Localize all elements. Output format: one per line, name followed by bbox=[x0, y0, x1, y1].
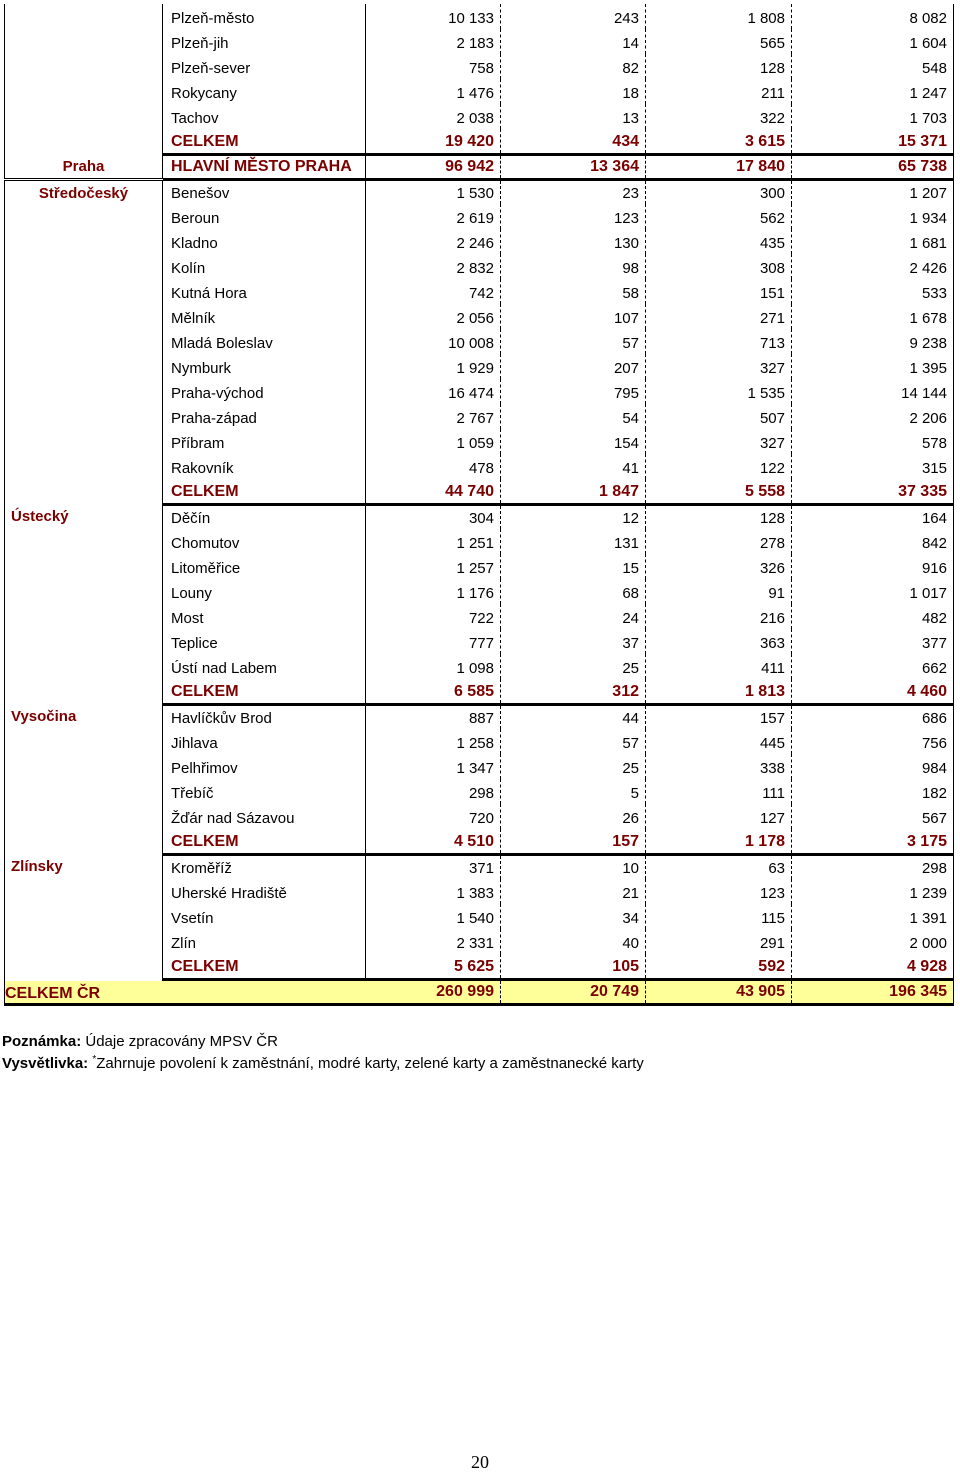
district-name: Beroun bbox=[163, 204, 366, 229]
district-name: Teplice bbox=[163, 629, 366, 654]
district-value-col4: 164 bbox=[792, 504, 954, 529]
district-value-col1: 1 383 bbox=[366, 879, 501, 904]
district-value-col1: 2 832 bbox=[366, 254, 501, 279]
district-value-col4: 377 bbox=[792, 629, 954, 654]
district-value-col2: 154 bbox=[501, 429, 646, 454]
summary-label: CELKEM bbox=[163, 129, 366, 154]
district-value-col4: 1 395 bbox=[792, 354, 954, 379]
region-label bbox=[5, 4, 163, 154]
summary-value-col3: 1 813 bbox=[646, 679, 792, 704]
district-value-col4: 686 bbox=[792, 704, 954, 729]
district-value-col1: 1 098 bbox=[366, 654, 501, 679]
district-name: Plzeň-město bbox=[163, 4, 366, 29]
district-value-col1: 720 bbox=[366, 804, 501, 829]
district-value-col2: 44 bbox=[501, 704, 646, 729]
district-value-col2: 54 bbox=[501, 404, 646, 429]
district-value-col4: 842 bbox=[792, 529, 954, 554]
district-value-col4: 1 017 bbox=[792, 579, 954, 604]
summary-label: HLAVNÍ MĚSTO PRAHA bbox=[163, 154, 366, 179]
summary-value-col2: 157 bbox=[501, 829, 646, 854]
district-value-col3: 327 bbox=[646, 429, 792, 454]
district-value-col2: 58 bbox=[501, 279, 646, 304]
page-number: 20 bbox=[471, 1452, 489, 1472]
district-value-col4: 9 238 bbox=[792, 329, 954, 354]
district-value-col4: 2 000 bbox=[792, 929, 954, 954]
district-value-col4: 1 681 bbox=[792, 229, 954, 254]
district-value-col3: 363 bbox=[646, 629, 792, 654]
district-value-col1: 758 bbox=[366, 54, 501, 79]
table-row bbox=[5, 854, 954, 879]
district-value-col4: 2 206 bbox=[792, 404, 954, 429]
district-value-col1: 887 bbox=[366, 704, 501, 729]
district-value-col3: 322 bbox=[646, 104, 792, 129]
district-value-col1: 2 331 bbox=[366, 929, 501, 954]
district-value-col3: 291 bbox=[646, 929, 792, 954]
district-value-col1: 10 008 bbox=[366, 329, 501, 354]
district-value-col2: 82 bbox=[501, 54, 646, 79]
district-value-col2: 34 bbox=[501, 904, 646, 929]
summary-value-col4: 65 738 bbox=[792, 154, 954, 179]
district-value-col2: 40 bbox=[501, 929, 646, 954]
summary-label: CELKEM bbox=[163, 679, 366, 704]
district-value-col2: 131 bbox=[501, 529, 646, 554]
district-value-col1: 1 059 bbox=[366, 429, 501, 454]
asterisk-mark: * bbox=[92, 1054, 97, 1065]
district-value-col4: 1 604 bbox=[792, 29, 954, 54]
district-name: Třebíč bbox=[163, 779, 366, 804]
summary-value-col4: 3 175 bbox=[792, 829, 954, 854]
total-value-col3: 43 905 bbox=[646, 979, 792, 1004]
summary-value-col1: 6 585 bbox=[366, 679, 501, 704]
district-value-col4: 1 391 bbox=[792, 904, 954, 929]
district-value-col4: 548 bbox=[792, 54, 954, 79]
district-value-col2: 10 bbox=[501, 854, 646, 879]
district-value-col1: 304 bbox=[366, 504, 501, 529]
district-name: Kutná Hora bbox=[163, 279, 366, 304]
district-value-col1: 2 038 bbox=[366, 104, 501, 129]
summary-value-col3: 1 178 bbox=[646, 829, 792, 854]
district-value-col4: 533 bbox=[792, 279, 954, 304]
district-value-col1: 742 bbox=[366, 279, 501, 304]
region-label: Středočeský bbox=[5, 179, 163, 504]
district-value-col2: 243 bbox=[501, 4, 646, 29]
district-value-col1: 2 056 bbox=[366, 304, 501, 329]
total-value-col1: 260 999 bbox=[366, 979, 501, 1004]
explanation-line bbox=[2, 1053, 644, 1075]
district-value-col3: 1 535 bbox=[646, 379, 792, 404]
district-value-col3: 1 808 bbox=[646, 4, 792, 29]
district-value-col2: 21 bbox=[501, 879, 646, 904]
total-value-col2: 20 749 bbox=[501, 979, 646, 1004]
district-value-col1: 2 183 bbox=[366, 29, 501, 54]
summary-label: CELKEM bbox=[163, 829, 366, 854]
district-value-col2: 107 bbox=[501, 304, 646, 329]
district-name: Benešov bbox=[163, 179, 366, 204]
district-value-col2: 24 bbox=[501, 604, 646, 629]
district-value-col2: 207 bbox=[501, 354, 646, 379]
district-value-col1: 1 257 bbox=[366, 554, 501, 579]
district-value-col4: 2 426 bbox=[792, 254, 954, 279]
summary-value-col1: 96 942 bbox=[366, 154, 501, 179]
district-value-col3: 115 bbox=[646, 904, 792, 929]
district-value-col3: 507 bbox=[646, 404, 792, 429]
region-label: Zlínsky bbox=[5, 854, 163, 979]
district-name: Ústí nad Labem bbox=[163, 654, 366, 679]
district-value-col3: 411 bbox=[646, 654, 792, 679]
summary-value-col1: 4 510 bbox=[366, 829, 501, 854]
district-value-col3: 278 bbox=[646, 529, 792, 554]
employment-permits-table bbox=[4, 4, 954, 1006]
district-name: Louny bbox=[163, 579, 366, 604]
summary-value-col4: 37 335 bbox=[792, 479, 954, 504]
district-name: Rakovník bbox=[163, 454, 366, 479]
district-name: Kladno bbox=[163, 229, 366, 254]
summary-value-col3: 5 558 bbox=[646, 479, 792, 504]
district-value-col3: 123 bbox=[646, 879, 792, 904]
district-value-col1: 2 246 bbox=[366, 229, 501, 254]
district-value-col2: 57 bbox=[501, 729, 646, 754]
district-value-col4: 1 207 bbox=[792, 179, 954, 204]
district-value-col1: 16 474 bbox=[366, 379, 501, 404]
district-name: Pelhřimov bbox=[163, 754, 366, 779]
district-value-col2: 18 bbox=[501, 79, 646, 104]
table-body bbox=[5, 4, 954, 1004]
district-value-col2: 130 bbox=[501, 229, 646, 254]
district-value-col3: 128 bbox=[646, 54, 792, 79]
district-value-col4: 567 bbox=[792, 804, 954, 829]
district-value-col4: 1 239 bbox=[792, 879, 954, 904]
table-row bbox=[5, 179, 954, 204]
district-value-col4: 14 144 bbox=[792, 379, 954, 404]
district-value-col1: 1 540 bbox=[366, 904, 501, 929]
district-name: Děčín bbox=[163, 504, 366, 529]
district-value-col3: 338 bbox=[646, 754, 792, 779]
district-value-col3: 128 bbox=[646, 504, 792, 529]
district-value-col1: 1 929 bbox=[366, 354, 501, 379]
district-name: Plzeň-sever bbox=[163, 54, 366, 79]
district-value-col3: 271 bbox=[646, 304, 792, 329]
district-value-col3: 445 bbox=[646, 729, 792, 754]
notes bbox=[2, 1031, 644, 1075]
summary-value-col2: 105 bbox=[501, 954, 646, 979]
region-label: Ústecký bbox=[5, 504, 163, 704]
district-value-col3: 91 bbox=[646, 579, 792, 604]
district-name: Praha-západ bbox=[163, 404, 366, 429]
district-value-col2: 57 bbox=[501, 329, 646, 354]
district-name: Most bbox=[163, 604, 366, 629]
summary-label: CELKEM bbox=[163, 479, 366, 504]
district-value-col4: 662 bbox=[792, 654, 954, 679]
district-value-col1: 2 619 bbox=[366, 204, 501, 229]
district-name: Tachov bbox=[163, 104, 366, 129]
district-name: Mělník bbox=[163, 304, 366, 329]
district-name: Havlíčkův Brod bbox=[163, 704, 366, 729]
district-value-col3: 216 bbox=[646, 604, 792, 629]
district-value-col3: 111 bbox=[646, 779, 792, 804]
district-value-col4: 578 bbox=[792, 429, 954, 454]
district-name: Příbram bbox=[163, 429, 366, 454]
district-value-col1: 371 bbox=[366, 854, 501, 879]
district-name: Vsetín bbox=[163, 904, 366, 929]
district-value-col2: 37 bbox=[501, 629, 646, 654]
district-value-col3: 151 bbox=[646, 279, 792, 304]
district-value-col1: 1 476 bbox=[366, 79, 501, 104]
district-value-col4: 1 703 bbox=[792, 104, 954, 129]
summary-value-col2: 13 364 bbox=[501, 154, 646, 179]
district-value-col3: 308 bbox=[646, 254, 792, 279]
district-value-col3: 211 bbox=[646, 79, 792, 104]
grand-total-label: CELKEM ČR bbox=[5, 979, 366, 1004]
summary-label: CELKEM bbox=[163, 954, 366, 979]
district-name: Zlín bbox=[163, 929, 366, 954]
table-row bbox=[5, 504, 954, 529]
summary-row bbox=[5, 154, 954, 179]
district-value-col1: 1 176 bbox=[366, 579, 501, 604]
district-value-col1: 1 251 bbox=[366, 529, 501, 554]
district-value-col3: 327 bbox=[646, 354, 792, 379]
district-name: Nymburk bbox=[163, 354, 366, 379]
district-value-col1: 1 347 bbox=[366, 754, 501, 779]
district-value-col3: 562 bbox=[646, 204, 792, 229]
note-label: Poznámka: bbox=[2, 1033, 82, 1050]
summary-value-col3: 3 615 bbox=[646, 129, 792, 154]
district-value-col2: 25 bbox=[501, 754, 646, 779]
summary-value-col4: 15 371 bbox=[792, 129, 954, 154]
district-value-col4: 984 bbox=[792, 754, 954, 779]
district-value-col1: 722 bbox=[366, 604, 501, 629]
summary-value-col4: 4 460 bbox=[792, 679, 954, 704]
total-value-col4: 196 345 bbox=[792, 979, 954, 1004]
district-value-col4: 1 934 bbox=[792, 204, 954, 229]
note-text: Údaje zpracovány MPSV ČR bbox=[85, 1033, 278, 1050]
district-value-col4: 8 082 bbox=[792, 4, 954, 29]
summary-value-col4: 4 928 bbox=[792, 954, 954, 979]
district-value-col3: 127 bbox=[646, 804, 792, 829]
district-value-col3: 63 bbox=[646, 854, 792, 879]
district-name: Uherské Hradiště bbox=[163, 879, 366, 904]
table-row bbox=[5, 4, 954, 29]
district-name: Rokycany bbox=[163, 79, 366, 104]
district-value-col2: 23 bbox=[501, 179, 646, 204]
district-value-col3: 565 bbox=[646, 29, 792, 54]
explanation-text: Zahrnuje povolení k zaměstnání, modré karty, zelené karty a zaměstnanecké karty bbox=[96, 1055, 644, 1072]
district-value-col4: 1 678 bbox=[792, 304, 954, 329]
district-name: Kolín bbox=[163, 254, 366, 279]
district-value-col4: 298 bbox=[792, 854, 954, 879]
table-row bbox=[5, 704, 954, 729]
region-label: Vysočina bbox=[5, 704, 163, 854]
district-name: Jihlava bbox=[163, 729, 366, 754]
grand-total-row bbox=[5, 979, 954, 1004]
district-value-col1: 298 bbox=[366, 779, 501, 804]
region-label: Praha bbox=[5, 154, 163, 179]
district-value-col1: 1 258 bbox=[366, 729, 501, 754]
district-value-col2: 14 bbox=[501, 29, 646, 54]
district-value-col1: 1 530 bbox=[366, 179, 501, 204]
summary-value-col3: 592 bbox=[646, 954, 792, 979]
summary-value-col2: 434 bbox=[501, 129, 646, 154]
summary-value-col1: 19 420 bbox=[366, 129, 501, 154]
district-value-col4: 182 bbox=[792, 779, 954, 804]
district-value-col2: 5 bbox=[501, 779, 646, 804]
district-value-col4: 916 bbox=[792, 554, 954, 579]
district-name: Litoměřice bbox=[163, 554, 366, 579]
district-value-col3: 300 bbox=[646, 179, 792, 204]
district-value-col3: 435 bbox=[646, 229, 792, 254]
district-value-col1: 777 bbox=[366, 629, 501, 654]
district-value-col2: 795 bbox=[501, 379, 646, 404]
district-value-col2: 15 bbox=[501, 554, 646, 579]
district-value-col3: 713 bbox=[646, 329, 792, 354]
district-name: Praha-východ bbox=[163, 379, 366, 404]
district-value-col2: 13 bbox=[501, 104, 646, 129]
district-value-col3: 122 bbox=[646, 454, 792, 479]
district-value-col4: 482 bbox=[792, 604, 954, 629]
district-value-col2: 12 bbox=[501, 504, 646, 529]
district-value-col2: 98 bbox=[501, 254, 646, 279]
district-value-col3: 157 bbox=[646, 704, 792, 729]
district-value-col1: 2 767 bbox=[366, 404, 501, 429]
explanation-label: Vysvětlivka: bbox=[2, 1055, 89, 1072]
district-value-col2: 41 bbox=[501, 454, 646, 479]
summary-value-col1: 5 625 bbox=[366, 954, 501, 979]
district-value-col2: 123 bbox=[501, 204, 646, 229]
district-value-col2: 26 bbox=[501, 804, 646, 829]
district-value-col4: 1 247 bbox=[792, 79, 954, 104]
summary-value-col2: 312 bbox=[501, 679, 646, 704]
district-value-col1: 478 bbox=[366, 454, 501, 479]
district-value-col4: 756 bbox=[792, 729, 954, 754]
summary-value-col1: 44 740 bbox=[366, 479, 501, 504]
note-line bbox=[2, 1031, 644, 1053]
district-name: Chomutov bbox=[163, 529, 366, 554]
district-value-col2: 68 bbox=[501, 579, 646, 604]
district-name: Mladá Boleslav bbox=[163, 329, 366, 354]
district-value-col1: 10 133 bbox=[366, 4, 501, 29]
summary-value-col2: 1 847 bbox=[501, 479, 646, 504]
district-value-col3: 326 bbox=[646, 554, 792, 579]
district-name: Žďár nad Sázavou bbox=[163, 804, 366, 829]
district-name: Kroměříž bbox=[163, 854, 366, 879]
district-value-col4: 315 bbox=[792, 454, 954, 479]
district-value-col2: 25 bbox=[501, 654, 646, 679]
district-name: Plzeň-jih bbox=[163, 29, 366, 54]
summary-value-col3: 17 840 bbox=[646, 154, 792, 179]
